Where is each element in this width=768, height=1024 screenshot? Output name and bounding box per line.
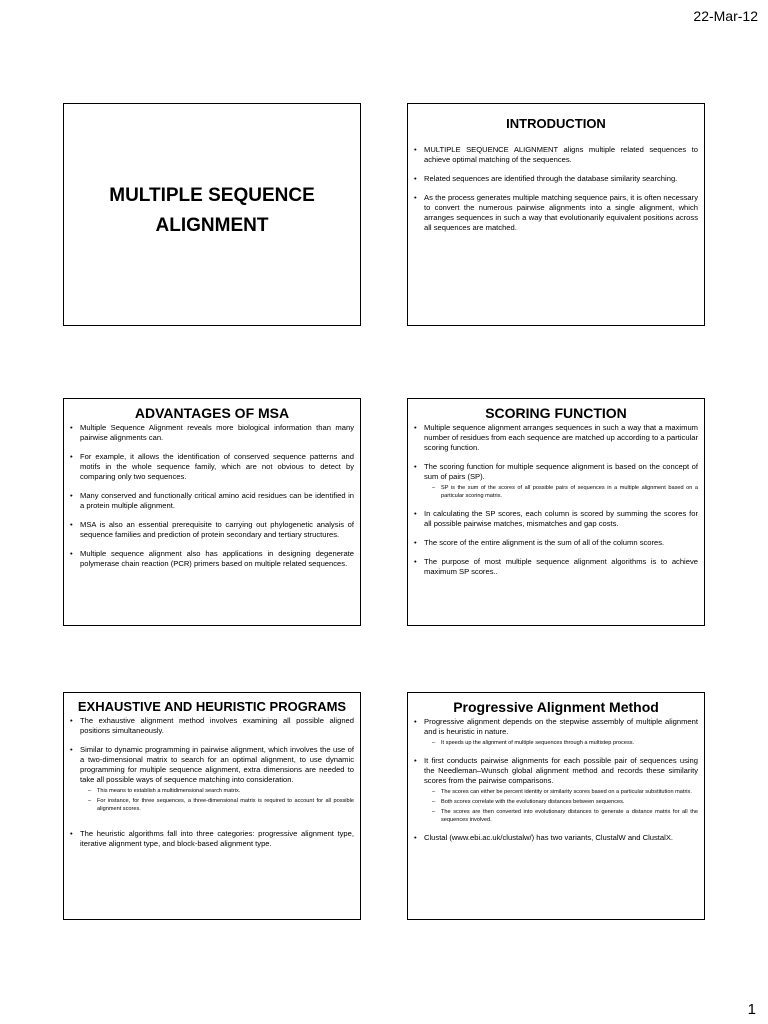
bullet-item: • The exhaustive alignment method involves examining all possible aligned positions simultaneously. [70, 716, 354, 736]
sub-bullet-item: – Both scores correlate with the evolutionary distances between sequences. [432, 798, 698, 806]
bullet-item: • MSA is also an essential prerequisite to carrying out phylogenetic analysis of sequence families and prediction of protein secondary and tertiary structures. [70, 520, 354, 540]
page-number: 1 [747, 1001, 756, 1018]
slide-heading: INTRODUCTION [506, 116, 606, 131]
exhaustive-heuristic-slide [63, 692, 361, 920]
bullet-item: • The heuristic algorithms fall into three categories: progressive alignment type, iterative alignment type, and block-based alignment type. [70, 829, 354, 849]
header-date: 22-Mar-12 [693, 8, 758, 24]
title-line-1: MULTIPLE SEQUENCE [109, 184, 315, 206]
slide-title [109, 181, 315, 241]
scoring-function-slide [407, 398, 705, 626]
bullet-item: • Multiple sequence alignment also has applications in designing degenerate polymerase chain reaction (PCR) primers based on multiple related sequences. [70, 549, 354, 569]
sub-bullet-item: – SP is the sum of the scores of all possible pairs of sequences in a multiple alignment based on a particular scoring matrix. [432, 484, 698, 500]
bullet-item: • Multiple Sequence Alignment reveals more biological information than many pairwise alignments can. [70, 423, 354, 443]
slide-heading: ADVANTAGES OF MSA [134, 405, 290, 421]
bullet-item: • Many conserved and functionally critical amino acid residues can be identified in a protein multiple alignment. [70, 491, 354, 511]
advantages-slide [63, 398, 361, 626]
bullet-item: • Multiple sequence alignment arranges sequences in such a way that a maximum number of residues from each sequence are matched up according to a particular scoring function. [414, 423, 698, 453]
bullet-item: • Progressive alignment depends on the stepwise assembly of multiple alignment and is heuristic in nature. – It speeds up the alignment of multiple sequences through a multistep process. [414, 717, 698, 747]
bullet-item: • The score of the entire alignment is the sum of all of the column scores. [414, 538, 698, 548]
bullet-item: • Clustal (www.ebi.ac.uk/clustalw/) has two variants, ClustalW and ClustalX. [414, 833, 698, 843]
sub-bullet-item: – The scores are then converted into evolutionary distances to generate a distance matrix for all the sequences involved. [432, 808, 698, 824]
bullet-item: • For example, it allows the identification of conserved sequence patterns and motifs in the whole sequence family, which are not obvious to detect by comparing only two sequences. [70, 452, 354, 482]
bullet-item: • As the process generates multiple matching sequence pairs, it is often necessary to convert the numerous pairwise alignments into a single alignment, which arranges sequences in such a way that evolutionarily equivalent positions across all sequences are matched. [414, 193, 698, 233]
introduction-slide [407, 103, 705, 326]
bullet-item: • In calculating the SP scores, each column is scored by summing the scores for all possible pairwise matches, mismatches and gap costs. [414, 509, 698, 529]
title-slide [63, 103, 361, 326]
slide-heading: EXHAUSTIVE AND HEURISTIC PROGRAMS [77, 699, 347, 714]
slide-heading: SCORING FUNCTION [485, 405, 627, 421]
sub-bullet-item: – It speeds up the alignment of multiple sequences through a multistep process. [432, 739, 698, 747]
slide-heading: Progressive Alignment Method [453, 699, 659, 715]
bullet-item: • Related sequences are identified through the database similarity searching. [414, 174, 698, 184]
sub-bullet-item: – For instance, for three sequences, a three-dimensional matrix is required to account for all possible alignment scores. [88, 797, 354, 813]
bullet-item: • MULTIPLE SEQUENCE ALIGNMENT aligns multiple related sequences to achieve optimal matching of the sequences. [414, 145, 698, 165]
bullet-item: • The scoring function for multiple sequence alignment is based on the concept of sum of pairs (SP). – SP is the sum of the scores of all possible pairs of sequences in a multiple alignment based on a particular scoring matrix. [414, 462, 698, 500]
title-line-2: ALIGNMENT [155, 214, 269, 236]
bullet-item: • It first conducts pairwise alignments for each possible pair of sequences using the Needleman–Wunsch global alignment method and records these similarity scores from the pairwise comparisons. – The scores can either be percent identity or similarity scores based on a particular substitution matrix. – Both scores correlate with the evolutionary distances between sequences. – The scores are then converted into evolutionary distances to generate a distance matrix for all the sequences involved. [414, 756, 698, 824]
sub-bullet-item: – The scores can either be percent identity or similarity scores based on a particular substitution matrix. [432, 788, 698, 796]
sub-bullet-item: – This means to establish a multidimensional search matrix. [88, 787, 354, 795]
bullet-item: • Similar to dynamic programming in pairwise alignment, which involves the use of a two-dimensional matrix to search for an optimal alignment, to use dynamic programming for multiple sequence alignment, extra dimensions are needed to take all possible ways of sequence matching into consideration. – This means to establish a multidimensional search matrix. – For instance, for three sequences, a three-dimensional matrix is required to account for all possible alignment scores. [70, 745, 354, 813]
bullet-item: • The purpose of most multiple sequence alignment algorithms is to achieve maximum SP scores.. [414, 557, 698, 577]
progressive-alignment-slide [407, 692, 705, 920]
